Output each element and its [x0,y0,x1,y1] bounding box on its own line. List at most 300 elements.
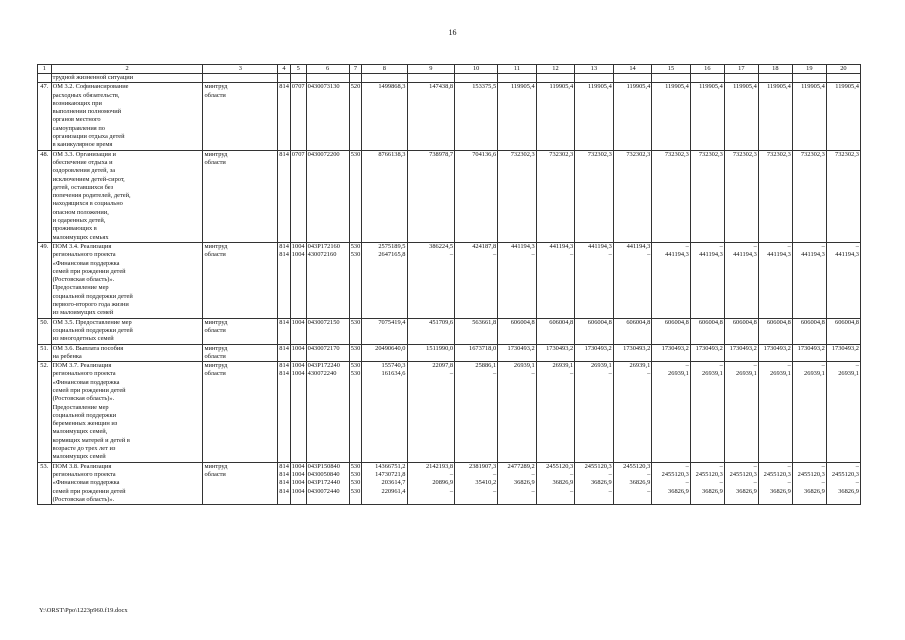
value-cell [575,150,614,242]
value: 36826,9 [702,487,723,495]
value-cell [407,150,455,242]
value: 814 [279,83,289,91]
value-cell [306,344,349,362]
value-cell [278,318,290,344]
value-cell [290,150,306,242]
value: – [492,470,497,478]
value-cell [536,362,575,463]
row-number: 50. [38,318,52,344]
value: 14730721,8 [375,470,406,478]
value: – [787,362,791,370]
value-cell [536,462,575,504]
row-description [51,318,203,344]
description-line: (Ростовская область)». [52,276,115,284]
value-cell [290,318,306,344]
value: 119905,4 [588,83,612,91]
description-line: выполнении полномочий [52,108,122,116]
value: 36826,9 [668,487,689,495]
description-line: кормящих матерей и детей в [52,436,130,444]
value-cell [613,74,652,83]
value-cell [575,344,614,362]
value: – [719,479,723,487]
row-description [51,150,203,242]
description-line: ПОМ 3.4. Реализация [52,242,112,250]
value: – [570,470,574,478]
value: – [570,370,574,378]
value: – [719,462,723,470]
value: 153375,5 [472,83,497,91]
header-cell: 3 [203,65,278,74]
header-row [38,65,861,74]
value: 1730493,2 [729,344,757,352]
value-cell [613,344,652,362]
value: – [570,251,574,259]
value: 814 [279,470,289,478]
value: 0430072170 [307,344,340,352]
value: 606004,8 [510,318,535,326]
value: – [608,370,612,378]
header-cell: 4 [278,65,290,74]
value: – [449,251,454,259]
header-cell: 20 [826,65,860,74]
value-cell [306,150,349,242]
value-cell [613,150,652,242]
value: – [753,479,757,487]
header-cell: 15 [652,65,691,74]
value: 26939,1 [629,362,651,370]
row-number: 53. [38,462,52,504]
value-cell [536,83,575,150]
responsible-executor [203,150,278,242]
value-cell [758,242,792,318]
description-line: регионального проекта [52,251,116,259]
value-cell [690,362,724,463]
value: 606004,8 [732,318,757,326]
value: 441194,3 [699,251,723,259]
executor-line: минтруд [204,344,228,352]
value: 36826,9 [552,479,574,487]
value: 043P172440 [307,479,340,487]
value: – [753,462,757,470]
executor-line: минтруд [204,83,228,91]
value: 7075419,4 [378,318,406,326]
description-line: «Финансовая поддержка [52,378,120,386]
value-cell [792,150,826,242]
description-line: регионального проекта [52,370,116,378]
description-line: исключением детей-сирот, [52,175,125,183]
responsible-executor [203,462,278,504]
header-cell: 18 [758,65,792,74]
executor-line: области [204,326,226,334]
value-cell [349,344,361,362]
value: 1004 [291,242,305,250]
value: 530 [350,462,361,470]
value-cell [758,362,792,463]
value: 26939,1 [702,370,723,378]
value: 814 [279,344,289,352]
value: 386224,5 [429,242,454,250]
value-cell [826,74,860,83]
value-cell [349,242,361,318]
value: 26939,1 [668,370,689,378]
value: 1004 [291,344,305,352]
value-cell [362,344,407,362]
row-description [51,362,203,463]
value-cell [575,242,614,318]
value: 2381907,3 [469,462,497,470]
value: 732302,3 [800,150,825,158]
header-cell: 12 [536,65,575,74]
value: 441194,3 [733,251,757,259]
executor-line: области [204,251,226,259]
value-cell [613,242,652,318]
value-cell [498,318,537,344]
value-cell [349,74,361,83]
responsible-executor [203,362,278,463]
value: 147438,8 [429,83,454,91]
value: 441194,3 [801,251,825,259]
value-cell [455,83,498,150]
executor-line: области [204,370,226,378]
value: 26939,1 [590,362,612,370]
value: 732302,3 [766,150,791,158]
executor-line: минтруд [204,318,228,326]
value: 2455120,3 [831,470,859,478]
value: 1004 [291,251,305,259]
description-line: семей при рождении детей [52,386,126,394]
description-line: социальной поддержки детей [52,326,133,334]
value: 520 [350,83,361,91]
value: 424187,8 [472,242,497,250]
value-cell [826,318,860,344]
value-cell [278,344,290,362]
value: 2455120,3 [661,470,689,478]
value-cell [690,242,724,318]
value: 36826,9 [629,479,651,487]
value: 1730493,2 [763,344,791,352]
description-line: (Ростовская область)». [52,395,115,403]
header-cell: 19 [792,65,826,74]
description-line: попечения родителей, детей, [52,192,131,200]
value-cell [652,344,691,362]
value: 36826,9 [736,487,757,495]
row-description [51,242,203,318]
value: 530 [350,487,361,495]
value-cell [290,242,306,318]
value: 2455120,3 [584,462,612,470]
executor-line: области [204,91,226,99]
value: 1730493,2 [695,344,723,352]
value: 530 [350,362,361,370]
value-cell [306,74,349,83]
executor-line: минтруд [204,362,228,370]
budget-table [37,64,861,505]
value: 14366751,2 [375,462,406,470]
responsible-executor [203,242,278,318]
value: 26939,1 [552,362,574,370]
value: 814 [279,242,289,250]
value: 606004,8 [835,318,859,326]
value: 441194,3 [767,251,791,259]
value-cell [652,83,691,150]
value-cell [306,318,349,344]
value: 119905,4 [733,83,757,91]
value: 530 [350,470,361,478]
value-cell [575,74,614,83]
description-line: проживающих в [52,225,97,233]
value: – [821,462,825,470]
value-cell [407,83,455,150]
description-line: семей при рождении детей [52,267,126,275]
value: 0430072150 [307,318,340,326]
value-cell [536,150,575,242]
value: 26939,1 [804,370,825,378]
value-cell [349,318,361,344]
value-cell [792,83,826,150]
value-cell [290,74,306,83]
value: 20490640,0 [375,344,406,352]
value: 1730493,2 [831,344,859,352]
value: 430072240 [307,370,337,378]
value-cell [278,83,290,150]
value-cell [306,362,349,463]
value-cell [792,362,826,463]
header-cell: 7 [349,65,361,74]
value-cell [362,150,407,242]
value: 1004 [291,462,305,470]
value-cell [536,242,575,318]
value-cell [690,83,724,150]
value: – [719,362,723,370]
description-line: детей, оставшихся без [52,183,114,191]
responsible-executor [203,74,278,83]
value: 704136,6 [472,150,497,158]
row-number [38,74,52,83]
value: – [821,479,825,487]
description-line: самоуправления по [52,124,105,132]
value: 36826,9 [804,487,825,495]
description-line: ОМ 3.6. Выплата пособия [52,344,124,352]
value: 26939,1 [770,370,791,378]
value: – [449,487,454,495]
value: – [449,370,454,378]
value: – [570,487,574,495]
value: 043P172160 [307,242,340,250]
executor-line: области [204,158,226,166]
value: – [753,242,757,250]
description-line: регионального проекта [52,470,116,478]
table-row [38,150,861,242]
value: – [685,462,689,470]
value: 530 [350,150,361,158]
row-description [51,74,203,83]
value: 1004 [291,318,305,326]
value: 530 [350,479,361,487]
value-cell [826,362,860,463]
value: – [753,362,757,370]
value: 2455120,3 [623,462,651,470]
value: 732302,3 [549,150,574,158]
value: – [492,487,497,495]
value: 814 [279,462,289,470]
value: 430072160 [307,251,337,259]
value: 530 [350,318,361,326]
value: 814 [279,251,289,259]
responsible-executor [203,83,278,150]
header-cell: 2 [51,65,203,74]
value: – [531,370,535,378]
value: – [531,251,535,259]
table-row [38,74,861,83]
value-cell [290,83,306,150]
value: 26939,1 [736,370,757,378]
description-line: расходных обязательств, [52,91,120,99]
value: 732302,3 [510,150,535,158]
value: 36826,9 [770,487,791,495]
value: 1004 [291,470,305,478]
value: 2142193,8 [425,462,454,470]
value: 1004 [291,487,305,495]
value-cell [724,150,758,242]
value-cell [362,462,407,504]
value: 1004 [291,362,305,370]
row-number: 52. [38,362,52,463]
value: 451709,6 [429,318,454,326]
value-cell [575,362,614,463]
row-number: 49. [38,242,52,318]
value: 530 [350,344,361,352]
value: 26939,1 [838,370,859,378]
value: 203614,7 [381,479,406,487]
value-cell [498,362,537,463]
description-line: и одаренных детей, [52,217,106,225]
value: 606004,8 [800,318,825,326]
value: 563661,8 [472,318,497,326]
header-cell: 16 [690,65,724,74]
value: – [787,242,791,250]
value: – [608,470,612,478]
value-cell [536,344,575,362]
value-cell [724,318,758,344]
value-cell [613,362,652,463]
value-cell [498,242,537,318]
value-cell [455,150,498,242]
value-cell [455,74,498,83]
value-cell [758,318,792,344]
value: 161634,6 [381,370,406,378]
description-line: ОМ 3.5. Предоставление мер [52,318,132,326]
value-cell [758,74,792,83]
value-cell [613,462,652,504]
value: – [449,470,454,478]
value-cell [455,362,498,463]
value-cell [826,242,860,318]
value-cell [792,344,826,362]
description-line: трудной жизненной ситуации [52,74,134,81]
header-cell: 14 [613,65,652,74]
value: 1499868,3 [378,83,406,91]
value: 530 [350,242,361,250]
value-cell [690,462,724,504]
value-cell [407,242,455,318]
value-cell [349,83,361,150]
value: 1730493,2 [797,344,825,352]
value-cell [690,318,724,344]
value-cell [690,344,724,362]
value-cell [498,150,537,242]
table-row [38,344,861,362]
value: 0430050840 [307,470,340,478]
executor-line: минтруд [204,150,228,158]
value-cell [407,362,455,463]
value: 20896,9 [432,479,454,487]
executor-line: области [204,352,226,360]
value: 119905,4 [665,83,689,91]
value: 738978,7 [429,150,454,158]
value: 606004,8 [766,318,791,326]
description-line: находящихся в социально [52,200,123,208]
table-row [38,83,861,150]
value-cell [498,83,537,150]
value: – [608,251,612,259]
description-line: (Ростовская область)». [52,495,115,503]
value-cell [536,74,575,83]
value-cell [455,318,498,344]
value: 119905,4 [510,83,535,91]
value: 119905,4 [699,83,723,91]
value: 2455120,3 [546,462,574,470]
table-row [38,462,861,504]
value-cell [407,74,455,83]
value-cell [536,318,575,344]
value: 732302,3 [732,150,757,158]
value: 606004,8 [698,318,723,326]
value: 8766138,3 [378,150,406,158]
responsible-executor [203,344,278,362]
value: – [685,362,689,370]
value: 441194,3 [549,242,574,250]
value-cell [792,318,826,344]
value: 22097,8 [432,362,454,370]
value-cell [575,318,614,344]
value: 441194,3 [626,242,651,250]
value-cell [652,150,691,242]
description-line: первого-второго года жизни [52,301,129,309]
value: 732302,3 [587,150,612,158]
value: – [608,487,612,495]
description-line: из малоимущих семей [52,309,114,317]
description-line: семей при рождении детей [52,487,126,495]
value: – [719,242,723,250]
value: – [855,479,859,487]
value: 26939,1 [513,362,535,370]
value: 814 [279,362,289,370]
value-cell [407,462,455,504]
value: 606004,8 [626,318,651,326]
description-line: ПОМ 3.8. Реализация [52,462,112,470]
executor-line: минтруд [204,462,228,470]
description-line: Предоставление мер [52,284,109,292]
description-line: «Финансовая поддержка [52,259,120,267]
value-cell [498,462,537,504]
header-cell: 5 [290,65,306,74]
value-cell [792,242,826,318]
value: 36826,9 [838,487,859,495]
value: – [787,479,791,487]
value-cell [826,344,860,362]
value: 814 [279,479,289,487]
description-line: малоимущих семей [52,453,106,461]
